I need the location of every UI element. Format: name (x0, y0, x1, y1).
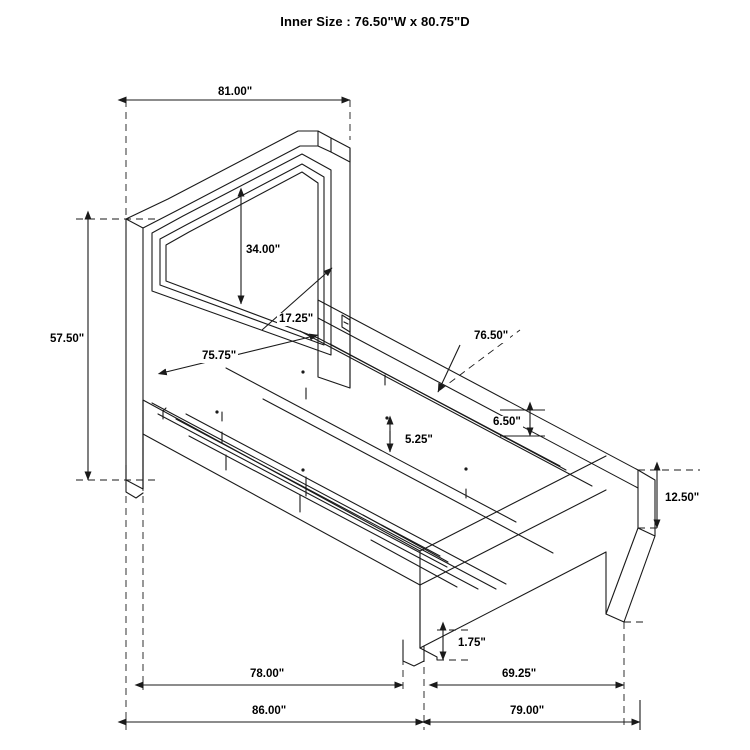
dim-slat-height: 5.25" (405, 434, 433, 446)
dim-foot-clearance: 1.75" (458, 637, 486, 649)
page-title: Inner Size : 76.50"W x 80.75"D (280, 14, 470, 29)
dim-overall-depth-bottom: 79.00" (510, 705, 545, 717)
dim-overall-width-bottom: 86.00" (252, 705, 287, 717)
dim-overall-width-top: 81.00" (218, 86, 253, 98)
dim-footboard-height: 12.50" (665, 492, 700, 504)
dim-side-rail-depth: 69.25" (502, 668, 537, 680)
dim-mattress-support-width: 76.50" (474, 330, 509, 342)
dim-inner-width: 75.75" (202, 350, 237, 362)
dim-rail-height: 6.50" (493, 416, 521, 428)
dimension-arrows (88, 100, 657, 730)
bed-outline (126, 131, 655, 666)
dim-headboard-panel-height: 34.00" (246, 244, 281, 256)
dim-headboard-lower-height: 17.25" (279, 313, 314, 325)
dim-footboard-width: 78.00" (250, 668, 285, 680)
dim-total-height: 57.50" (50, 333, 85, 345)
